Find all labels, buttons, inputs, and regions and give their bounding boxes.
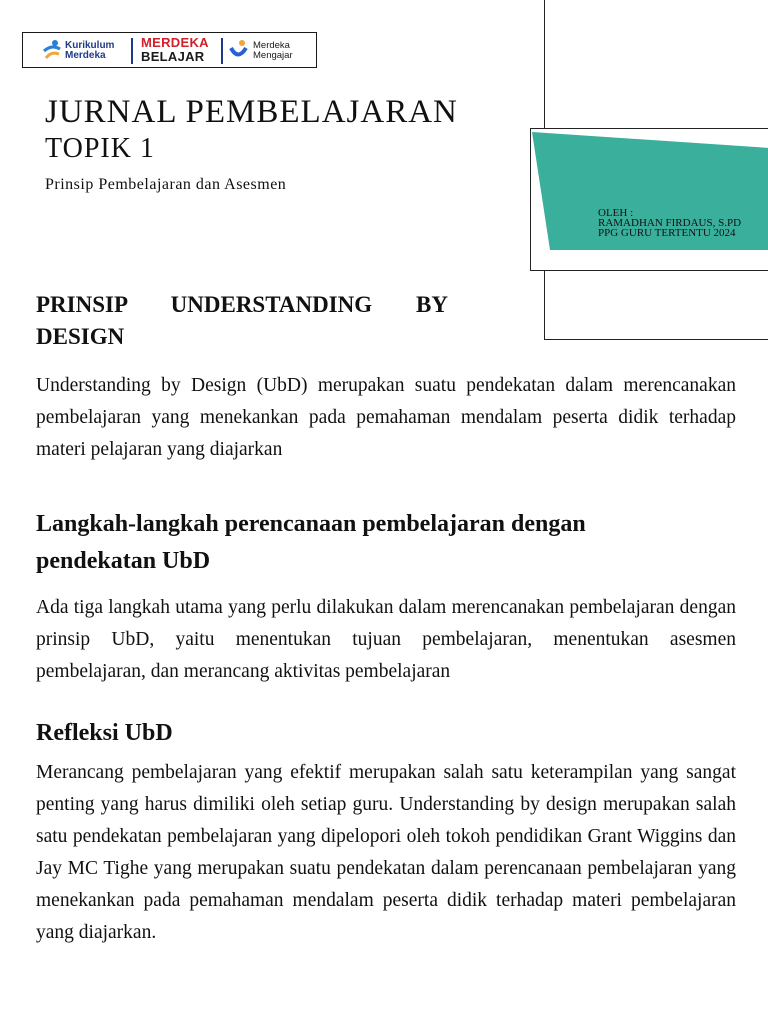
kurikulum-merdeka-logo bbox=[41, 39, 131, 63]
merdeka-word: MERDEKA bbox=[141, 35, 209, 50]
merdeka-belajar-logo bbox=[141, 36, 209, 64]
belajar-word: BELAJAR bbox=[141, 49, 205, 64]
topic-label: TOPIK 1 bbox=[45, 133, 155, 164]
kurikulum-merdeka-icon bbox=[41, 39, 63, 63]
section-heading: Langkah-langkah perencanaan pembelajaran dengan pendekatan UbD bbox=[36, 511, 586, 574]
author-info bbox=[598, 208, 741, 238]
section-heading: PRINSIP UNDERSTANDING BY DESIGN bbox=[36, 292, 448, 349]
oleh-label: OLEH : bbox=[598, 207, 634, 219]
logo-separator bbox=[131, 38, 133, 64]
merdeka-mengajar-logo bbox=[229, 39, 309, 63]
author-program: PPG GURU TERTENTU 2024 bbox=[598, 227, 736, 239]
mengajar-label: Mengajar bbox=[253, 50, 293, 61]
page-subtitle: Prinsip Pembelajaran dan Asesmen bbox=[45, 176, 287, 193]
section-paragraph: Understanding by Design (UbD) merupakan suatu pendekatan dalam merencanakan pembelajaran yang menekankan pada pemahaman mendalam peserta didik terhadap materi pelajaran yang diajarkan bbox=[36, 375, 736, 460]
section-paragraph: Ada tiga langkah utama yang perlu dilakukan dalam merencanakan pembelajaran dengan prinsip UbD, yaitu menentukan tujuan pembelajaran, menentukan asesmen pembelajaran, dan merancang aktivitas pembelajaran bbox=[36, 597, 736, 682]
merdeka-mengajar-icon bbox=[229, 39, 249, 63]
logo-separator bbox=[221, 38, 223, 64]
merdeka-label: Merdeka bbox=[65, 50, 106, 61]
author-name: RAMADHAN FIRDAUS, S.PD bbox=[598, 217, 742, 229]
kurikulum-label: Kurikulum bbox=[65, 40, 115, 51]
logo-banner bbox=[22, 32, 317, 68]
page-title: JURNAL PEMBELAJARAN bbox=[45, 94, 458, 130]
section-heading: Refleksi UbD bbox=[36, 720, 173, 746]
merdeka-label: Merdeka bbox=[253, 40, 290, 51]
section-paragraph: Merancang pembelajaran yang efektif merupakan salah satu keterampilan yang sangat penting yang harus dimiliki oleh setiap guru. Understanding by design merupakan salah satu pendekatan pembelajaran yang dipelopori oleh tokoh pendidikan Grant Wiggins dan Jay MC Tighe yang merupakan suatu pendekatan dalam perencanaan pembelajaran yang menekankan pada pemahaman mendalam peserta didik terhadap materi pembelajaran yang diajarkan. bbox=[36, 762, 736, 943]
